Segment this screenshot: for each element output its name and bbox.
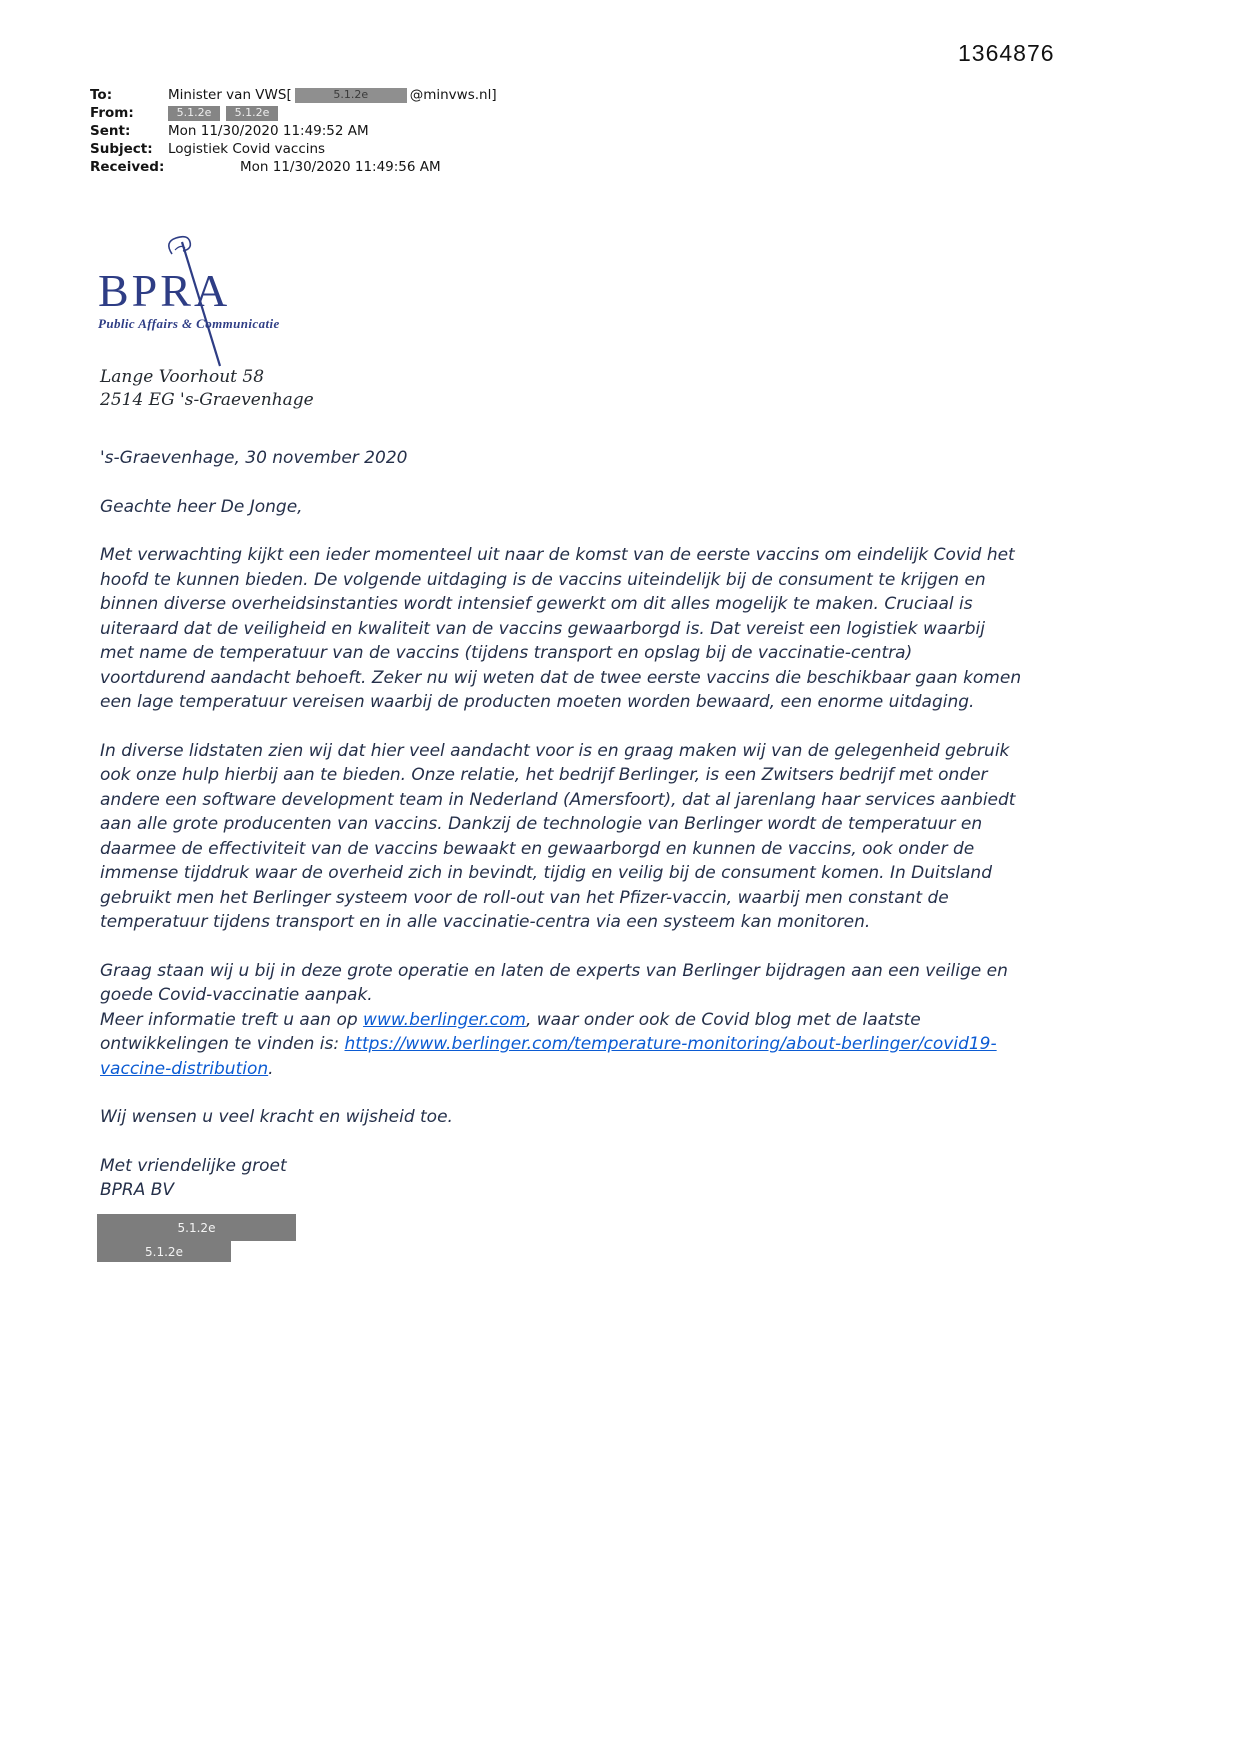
header-row-sent [90,122,497,140]
received-label: Received: [90,159,165,175]
closing [100,1154,1022,1203]
redaction-box: 5.1.2e [226,106,278,121]
redaction-box: 5.1.2e [168,106,220,121]
header-row-subject [90,140,497,158]
address-line1: Lange Voorhout 58 [100,367,265,387]
to-value-suffix: @minvws.nl] [409,87,497,103]
redaction-box: 5.1.2e [97,1241,231,1262]
to-value-prefix: Minister van VWS[ [168,87,292,103]
document-number: 1364876 [958,40,1055,66]
subject-label: Subject: [90,141,153,157]
paragraph-3-info-prefix: Meer informatie treft u aan op [100,1009,364,1030]
covid-blog-link[interactable]: https://www.berlinger.com/temperature-monitoring/about-berlinger/covid19-vaccine-distribution [100,1034,997,1079]
paragraph-3-line1: Graag staan wij u bij in deze grote operatie en laten de experts van Berlinger bijdragen aan een veilige en goede Covid-vaccinatie aanpak. [100,960,1008,1005]
header-row-from [90,104,497,122]
to-label: To: [90,87,113,103]
subject-value: Logistiek Covid vaccins [168,141,326,157]
sender-address [100,366,314,412]
salutation: Geachte heer De Jonge, [100,496,303,517]
closing-line2: BPRA BV [100,1180,175,1200]
bpra-logo [98,232,348,382]
to-value [168,86,497,104]
logo-wordmark: BPRA [98,265,231,316]
address-line2: 2514 EG 's-Graevenhage [100,390,314,410]
closing-line1: Met vriendelijke groet [100,1155,287,1176]
paragraph-3-suffix: . [268,1058,274,1079]
from-value [168,106,284,121]
paragraph-1: Met verwachting kijkt een ieder momenteel uit naar de komst van de eerste vaccins om eindelijk Covid het hoofd te kunnen bieden. De volgende uitdaging is de vaccins uiteindelijk bij de consument te krijgen en binnen diverse overheidsinstanties wordt intensief gewerkt om dit alles mogelijk te maken. Cruciaal is uiteraard dat de veiligheid en kwaliteit van de vaccins gewaarborgd is. Dat vereist een logistiek waarbij met name de temperatuur van de vaccins (tijdens transport en opslag bij de vaccinatie-centra) voortdurend aandacht behoeft. Zeker nu wij weten dat de twee eerste vaccins die beschikbaar gaan komen een lage temperatuur vereisen waarbij de producten moeten worden bewaard, een enorme uitdaging. [100,545,1022,712]
received-value: Mon 11/30/2020 11:49:56 AM [240,159,441,175]
email-header-block [90,86,497,176]
from-label: From: [90,105,134,121]
redaction-box: 5.1.2e [295,88,407,103]
sent-value: Mon 11/30/2020 11:49:52 AM [168,123,369,139]
dateline: 's-Graevenhage, 30 november 2020 [100,448,408,468]
header-row-to [90,86,497,104]
paragraph-2: In diverse lidstaten zien wij dat hier veel aandacht voor is en graag maken wij van de gelegenheid gebruik ook onze hulp hierbij aan te bieden. Onze relatie, het bedrijf Berlinger, is een Zwitsers bedrijf met onder andere een software development team in Nederland (Amersfoort), dat al jarenlang haar services aanbiedt aan alle grote producenten van vaccins. Dankzij de technologie van Berlinger wordt de temperatuur en daarmee de effectiviteit van de vaccins bewaakt en gewaarborgd en kunnen de vaccins, ook onder de immense tijddruk waar de overheid zich in bevindt, tijdig en veilig bij de consument komen. In Duitsland gebruikt men het Berlinger systeem voor de roll-out van het Pfizer-vaccin, waarbij men constant de temperatuur tijdens transport en in alle vaccinatie-centra via een systeem kan monitoren. [100,740,1016,932]
sent-label: Sent: [90,123,131,139]
paragraph-4: Wij wensen u veel kracht en wijsheid toe. [100,1107,453,1127]
redaction-box: 5.1.2e [97,1214,296,1241]
berlinger-link[interactable]: www.berlinger.com [363,1009,526,1030]
paragraph-3-info-mid: , waar onder ook de Covid blog met de laatste ontwikkelingen te vinden is: [100,1009,921,1054]
logo-tagline: Public Affairs & Communicatie [98,316,280,331]
letter-body [100,446,1022,1203]
header-row-received [90,158,497,176]
paragraph-3 [100,959,1022,1082]
